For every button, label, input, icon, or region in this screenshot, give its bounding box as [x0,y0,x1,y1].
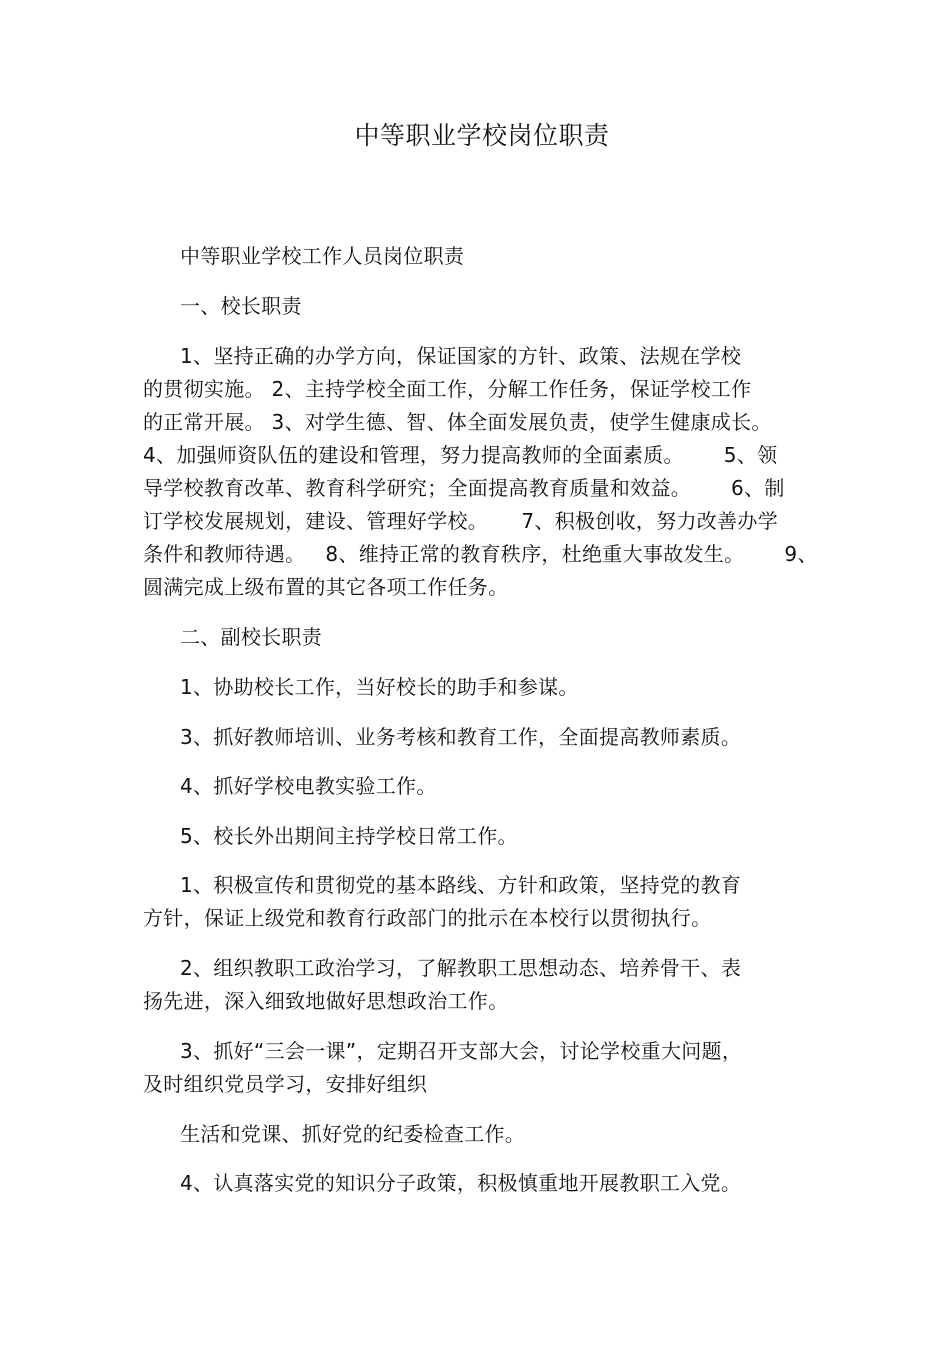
vice-principal-item: 1、协助校长工作，当好校长的助手和参谋。 [180,675,579,699]
paragraph-line: 1、坚持正确的办学方向，保证国家的方针、政策、法规在学校 [180,344,742,368]
document-subtitle: 中等职业学校工作人员岗位职责 [180,244,465,268]
party-duty-line: 生活和党课、抓好党的纪委检查工作。 [180,1122,526,1146]
vice-principal-item: 4、抓好学校电教实验工作。 [180,774,437,798]
paragraph-line: 订学校发展规划，建设、管理好学校。 7、积极创收，努力改善办学 [143,509,779,533]
party-duty-line: 扬先进，深入细致地做好思想政治工作。 [143,989,509,1013]
paragraph-line: 的贯彻实施。 2、主持学校全面工作，分解工作任务，保证学校工作 [143,377,752,401]
paragraph-line: 导学校教育改革、教育科学研究；全面提高教育质量和效益。 6、制 [143,476,785,500]
party-duty-line: 4、认真落实党的知识分子政策，积极慎重地开展教职工入党。 [180,1171,742,1195]
party-duty-line: 3、抓好“三会一课”，定期召开支部大会，讨论学校重大问题， [180,1039,743,1063]
section-heading-principal: 一、校长职责 [180,294,302,318]
vice-principal-item: 5、校长外出期间主持学校日常工作。 [180,824,518,848]
paragraph-line: 的正常开展。 3、对学生德、智、体全面发展负责，使学生健康成长。 [143,410,772,434]
section-heading-vice-principal: 二、副校长职责 [180,625,323,649]
paragraph-line: 圆满完成上级布置的其它各项工作任务。 [143,575,509,599]
paragraph-line: 4、加强师资队伍的建设和管理，努力提高教师的全面素质。 5、领 [143,443,778,467]
vice-principal-item: 3、抓好教师培训、业务考核和教育工作，全面提高教师素质。 [180,725,742,749]
document-title: 中等职业学校岗位职责 [354,121,610,150]
party-duty-line: 方针，保证上级党和教育行政部门的批示在本校行以贯彻执行。 [143,906,712,930]
paragraph-line: 条件和教师待遇。 8、维持正常的教育秩序，杜绝重大事故发生。 9、 [143,542,818,566]
party-duty-line: 2、组织教职工政治学习，了解教职工思想动态、培养骨干、表 [180,956,742,980]
party-duty-line: 1、积极宣传和贯彻党的基本路线、方针和政策，坚持党的教育 [180,873,742,897]
party-duty-line: 及时组织党员学习，安排好组织 [143,1072,428,1096]
